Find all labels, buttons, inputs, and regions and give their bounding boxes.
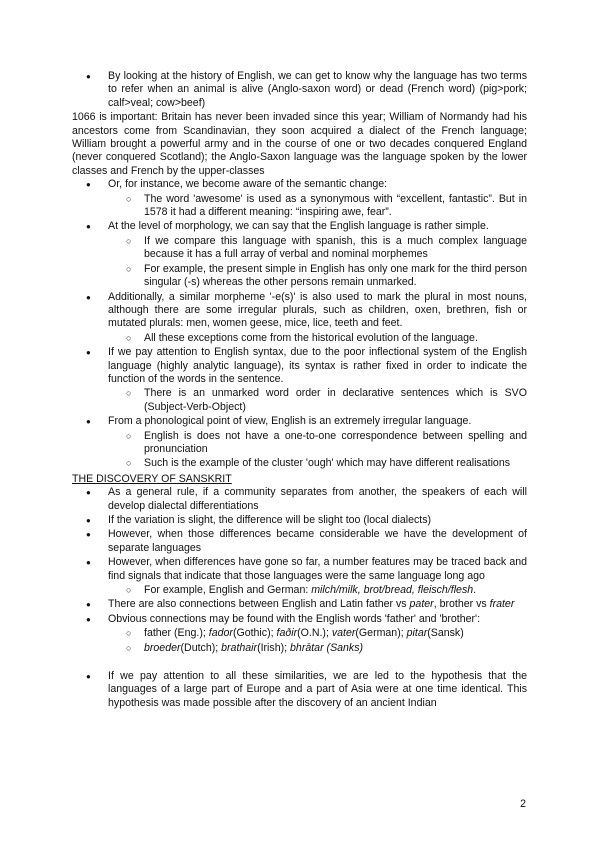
- sanskrit-list: [72, 486, 527, 655]
- sansk-label: (Sansk): [427, 627, 464, 640]
- final-list: [72, 670, 527, 710]
- intro-list: [72, 70, 527, 110]
- paragraph-1066: 1066 is important: Britain has never been invaded since this year; William of Normandy had his ancestors come from Scandinavian, they soon acquired a dialect of the French language; William brought a powerful army and in the course of one or two decades conquered England (never conquered Scotland); the Anglo-Saxon language was the language spoken by the lower classes and French by the upper-classes: [72, 111, 527, 177]
- sub-list-item-brother: [72, 642, 527, 655]
- sub-list-item-father: [72, 627, 527, 640]
- sub-list-item: ○ Such is the example of the cluster 'ough' which may have different realisations: [72, 457, 527, 470]
- list-item: [72, 598, 527, 611]
- irish-label: (Irish);: [257, 641, 291, 654]
- father-eng: father (Eng.);: [144, 627, 209, 640]
- latin-pater: pater: [409, 598, 434, 611]
- page-number: 2: [520, 798, 526, 810]
- latin-text-a: There are also connections between English and Latin father vs: [108, 598, 410, 611]
- spacer: [72, 656, 527, 670]
- list-item: ● If we pay attention to English syntax, due to the poor inflectional system of the English language (highly analytic language), its syntax is rather fixed in order to indicate the function of the words in the sentence.: [72, 346, 527, 386]
- father-on: faðir: [276, 627, 298, 640]
- list-item: ● Or, for instance, we become aware of the semantic change:: [72, 178, 527, 191]
- main-list: [72, 178, 527, 471]
- latin-text-b: , brother vs: [433, 598, 490, 611]
- example-text: For example, English and German:: [144, 584, 312, 597]
- sub-list-item: ○ English is does not have a one-to-one correspondence between spelling and pronunciation: [72, 430, 527, 457]
- list-item: ● By looking at the history of English, we can get to know why the language has two terms to refer when an animal is alive (Anglo-saxon word) or dead (French word) (pig>pork; calf>veal; cow>beef): [72, 70, 527, 110]
- list-item: ● Obvious connections may be found with the English words 'father' and 'brother':: [72, 613, 527, 626]
- german-label: (German);: [355, 627, 407, 640]
- list-item: ● Additionally, a similar morpheme '-e(s)' is also used to mark the plural in most nouns, although there are some irregular plurals, such as children, oxen, brethren, fish or mutated plurals: men, women geese, mice, lice, teeth and feet.: [72, 291, 527, 331]
- father-sansk: pitar: [406, 627, 428, 640]
- brother-dutch: broeder: [144, 641, 181, 654]
- list-item: ● If we pay attention to all these similarities, we are led to the hypothesis that the languages of a large part of Europe and a part of Asia were at one time identical. This hypothesis was made possible after the discovery of an ancient Indian: [72, 670, 527, 710]
- brother-irish: brathair: [221, 641, 258, 654]
- list-item: ● As a general rule, if a community separates from another, the speakers of each will develop dialectal differentiations: [72, 486, 527, 513]
- sub-list-item: [72, 584, 527, 597]
- document-page: [72, 70, 527, 711]
- sub-list-item: ○ All these exceptions come from the historical evolution of the language.: [72, 332, 527, 345]
- brother-sanks: bhrātar (Sanks): [290, 641, 364, 654]
- on-label: (O.N.);: [297, 627, 332, 640]
- sub-list-item: ○ For example, the present simple in English has only one mark for the third person singular (-s) whereas the other persons remain unmarked.: [72, 263, 527, 290]
- sub-list-item: ○ There is an unmarked word order in declarative sentences which is SVO (Subject-Verb-Object): [72, 387, 527, 414]
- sub-list-item: ○ If we compare this language with spanish, this is a much complex language because it has a full array of verbal and nominal morphemes: [72, 235, 527, 262]
- section-heading: THE DISCOVERY OF SANSKRIT: [72, 472, 232, 485]
- list-item: ● At the level of morphology, we can say that the English language is rather simple.: [72, 220, 527, 233]
- list-item: ● From a phonological point of view, English is an extremely irregular language.: [72, 415, 527, 428]
- example-end: .: [473, 584, 477, 597]
- father-german: vater: [331, 627, 356, 640]
- sub-list-item: ○ The word 'awesome' is used as a synonymous with “excellent, fantastic”. But in 1578 it had a different meaning: “inspiring awe, fear”.: [72, 193, 527, 220]
- list-item: ● If the variation is slight, the difference will be slight too (local dialects): [72, 514, 527, 527]
- dutch-label: (Dutch);: [180, 641, 222, 654]
- latin-frater: frater: [489, 598, 515, 611]
- father-gothic: fador: [208, 627, 233, 640]
- list-item: ● However, when differences have gone so far, a number features may be traced back and find signals that indicate that those languages were the same language long ago: [72, 556, 527, 583]
- gothic-label: (Gothic);: [232, 627, 277, 640]
- list-item: ● However, when those differences became considerable we have the development of separate languages: [72, 528, 527, 555]
- example-words: milch/milk, brot/bread, fleisch/flesh: [311, 584, 474, 597]
